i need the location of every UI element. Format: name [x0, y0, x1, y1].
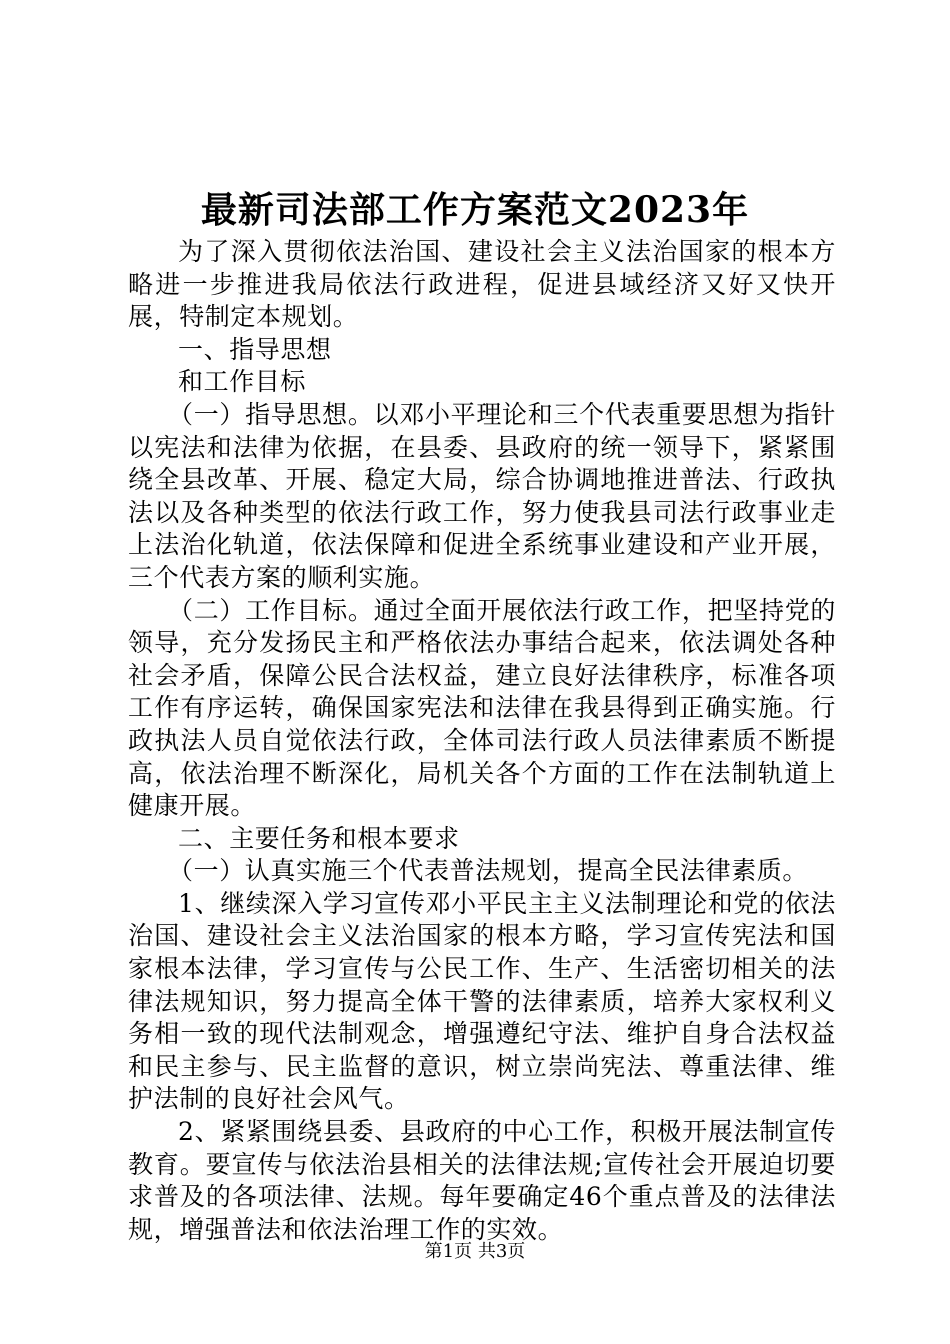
heading-guiding-thought: 一、指导思想: [178, 334, 332, 364]
paragraph-item-1: 1、继续深入学习宣传邓小平民主主义法制理论和党的依法治国、建设社会主义法治国家的根本方略，学习宣传宪法和国家根本法律，学习宣传与公民工作、生产、生活密切相关的法律法规知识，努力提高全体干警的法律素质，培养大家权利义务相一致的现代法制观念，增强遵纪守法、维护自身合法权益和民主参与、民主监督的意识，树立崇尚宪法、尊重法律、维护法制的良好社会风气。: [128, 888, 836, 1114]
paragraph-intro: 为了深入贯彻依法治国、建设社会主义法治国家的根本方略进一步推进我局依法行政进程，促进县域经济又好又快开展，特制定本规划。: [128, 237, 836, 332]
paragraph-work-goals: （二）工作目标。通过全面开展依法行政工作，把坚持党的领导，充分发扬民主和严格依法办事结合起来，依法调处各种社会矛盾，保障公民合法权益，建立良好法律秩序，标准各项工作有序运转，确保国家宪法和法律在我县得到正确实施。行政执法人员自觉依法行政，全体司法行政人员法律素质不断提高，依法治理不断深化，局机关各个方面的工作在法制轨道上健康开展。: [128, 595, 836, 821]
document-title: 最新司法部工作方案范文2023年: [200, 189, 750, 231]
heading-main-tasks: 二、主要任务和根本要求: [178, 823, 460, 853]
page-number-footer: 第1页 共3页: [424, 1241, 526, 1262]
heading-work-goals: 和工作目标: [178, 367, 307, 397]
paragraph-guiding-thought: （一）指导思想。以邓小平理论和三个代表重要思想为指针以宪法和法律为依据，在县委、县政府的统一领导下，紧紧围绕全县改革、开展、稳定大局，综合协调地推进普法、行政执法以及各种类型的依法行政工作，努力使我县司法行政事业走上法治化轨道，依法保障和促进全系统事业建设和产业开展，三个代表方案的顺利实施。: [128, 399, 836, 592]
document-body: [128, 236, 836, 1246]
paragraph-item-2: 2、紧紧围绕县委、县政府的中心工作，积极开展法制宣传教育。要宣传与依法治县相关的法律法规;宣传社会开展迫切要求普及的各项法律、法规。每年要确定46个重点普及的法律法规，增强普法和依法治理工作的实效。: [128, 1117, 836, 1244]
subheading-legal-education: （一）认真实施三个代表普法规划，提高全民法律素质。: [168, 856, 809, 886]
